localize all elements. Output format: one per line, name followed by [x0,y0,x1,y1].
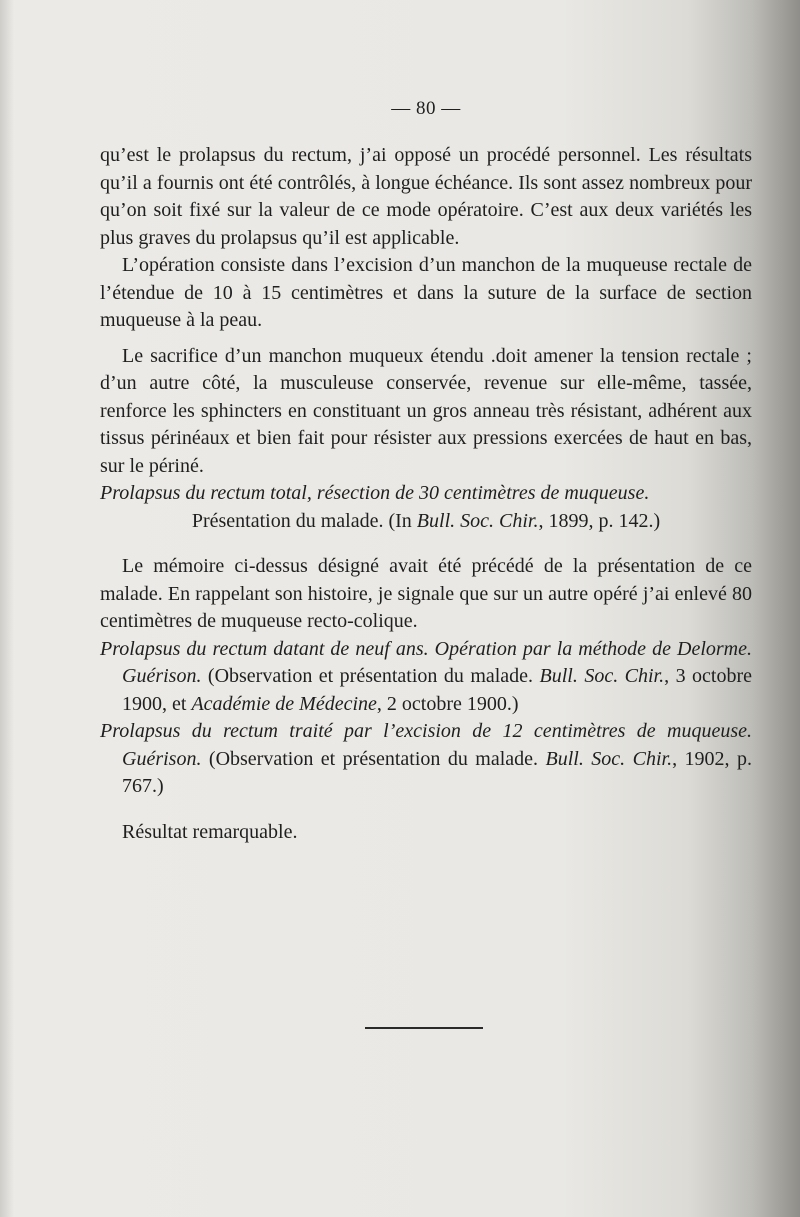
reference-2-title: Prolapsus du rectum datant de neuf ans. Opération par la méthode de Delorme. Guérison. [100,637,752,687]
page-number: — 80 — [391,98,461,119]
reference-1-details [100,508,752,536]
reference-2-body [100,636,752,719]
reference-1-text-a: Présentation du malade. (In [191,509,417,532]
paragraph-2: L’opération consiste dans l’excision d’un manchon de la muqueuse rectale de l’étendue de 10 à 15 centimètres et dans la suture de la surface de section muqueuse à la peau. [100,254,752,331]
page-content [100,98,752,846]
reference-3-body [100,718,752,801]
reference-2-text-a: (Observation et présentation du malade. [201,665,540,687]
reference-3-text-b: , 1902, p. 767.) [122,747,752,797]
reference-3-text-a: (Observation et présentation du malade. [201,747,546,770]
reference-2-text-c: , 2 octobre 1900.) [376,692,519,715]
reference-2-journal-1: Bull. Soc. Chir. [539,665,665,687]
paragraph-5: Résultat remarquable. [122,820,298,843]
reference-3 [100,718,752,801]
reference-1-text-b: , 1899, p. 142.) [538,509,661,532]
reference-2 [100,636,752,719]
reference-2-journal-2: Académie de Médecine [191,692,377,715]
reference-1-title: Prolapsus du rectum total, résection de 30 centimètres de muqueuse. [100,482,650,504]
paragraph-1: qu’est le prolapsus du rectum, j’ai opposé un procédé personnel. Les résultats qu’il a fournis ont été contrôlés, à longue échéance. Ils sont assez nombreux pour qu’on soit fixé sur la valeur de ce mode opératoire. C’est aux deux variétés les plus graves du prolapsus qu’il est applicable. [100,144,752,249]
reference-3-journal: Bull. Soc. Chir. [545,747,673,770]
paragraph-3: Le sacrifice d’un manchon muqueux étendu .doit amener la tension rectale ; d’un autre côté, la musculeuse conservée, revenue sur elle-même, tassée, renforce les sphincters en constituant un gros anneau très résistant, adhérent aux tissus périnéaux et bien fait pour résister aux pressions exercées de haut en bas, sur le périné. [100,344,752,477]
reference-3-title: Prolapsus du rectum traité par l’excision de 12 centimètres de muqueuse. Guérison. [100,720,752,770]
reference-2-text-b: , 3 octobre 1900, et [122,665,753,715]
closing-rule [365,1027,483,1029]
reference-1 [100,480,752,535]
reference-1-journal: Bull. Soc. Chir. [416,509,539,532]
paragraph-4: Le mémoire ci-dessus désigné avait été précédé de la présentation de ce malade. En rappelant son histoire, je signale que sur un autre opéré j’ai enlevé 80 centimètres de muqueuse recto-colique. [100,555,752,632]
